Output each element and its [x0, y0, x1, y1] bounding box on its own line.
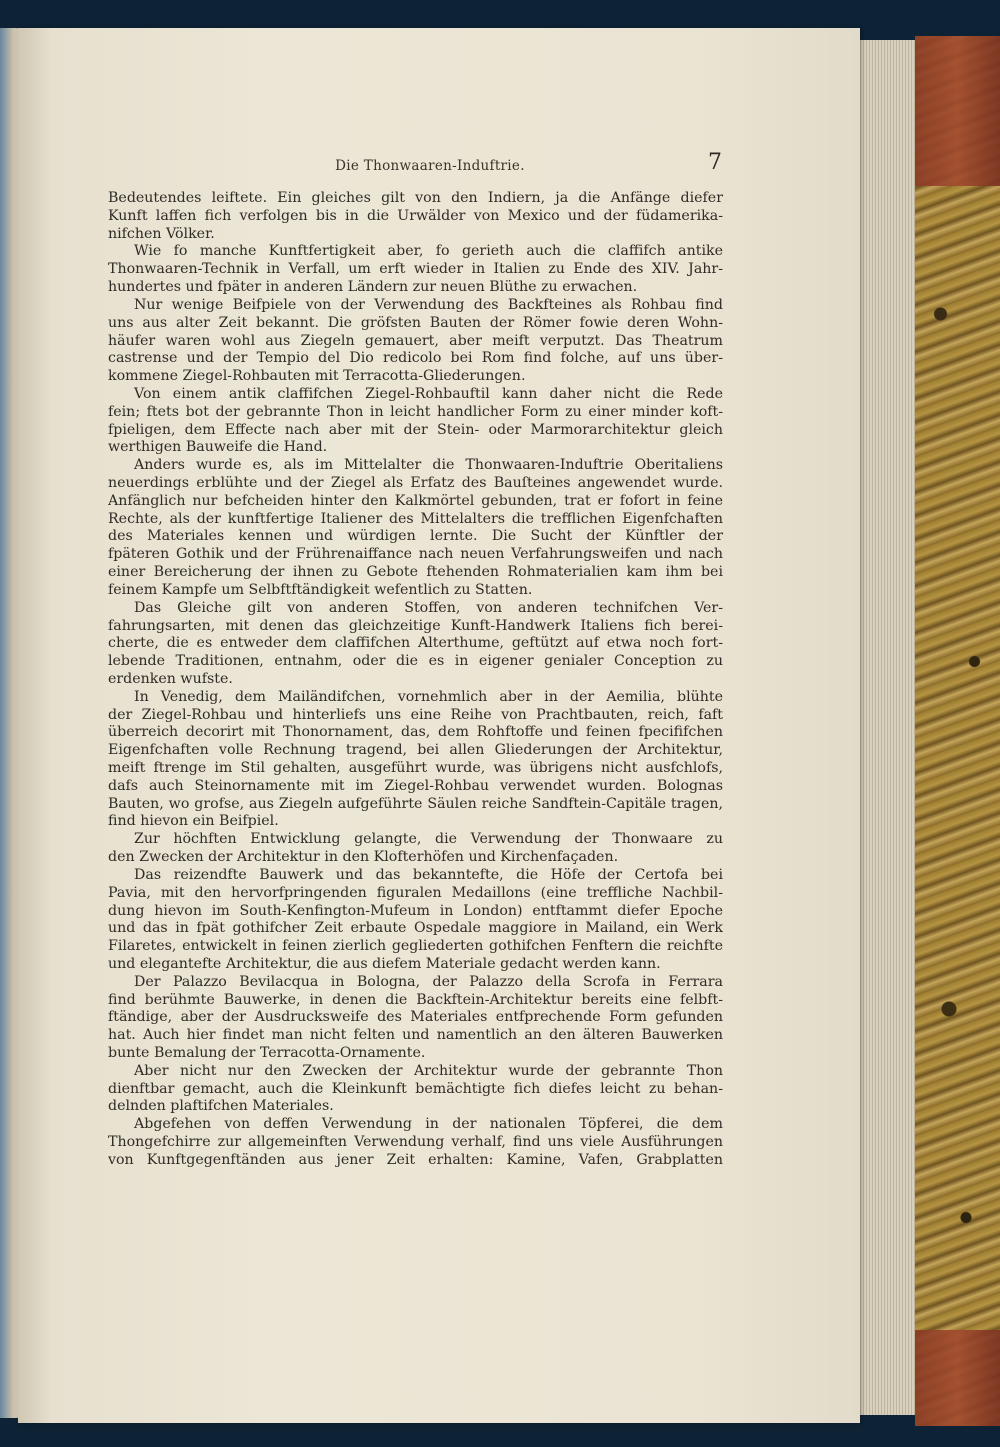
text-line: find berühmte Bauwerke, in denen die Backftein-Architektur bereits eine felbft-	[108, 991, 723, 1008]
text-line: häufer waren wohl aus Ziegeln gemauert, aber meift verputzt. Das Theatrum	[108, 332, 723, 349]
text-line: werthigen Bauweife die Hand.	[108, 439, 328, 456]
text-line: Zur höchften Entwicklung gelangte, die Verwendung der Thonwaare zu	[134, 831, 723, 848]
text-line: Eigenfchaften volle Rechnung tragend, bei allen Gliederungen der Architektur,	[108, 742, 723, 759]
text-line: find hievon ein Beifpiel.	[108, 813, 279, 830]
text-line: uns aus alter Zeit bekannt. Die gröfsten Bauten der Römer fowie deren Wohn-	[108, 314, 723, 331]
text-line: castrense und der Tempio del Dio redicolo bei Rom find folche, auf uns über-	[108, 350, 723, 367]
text-line: fpäteren Gothik und der Frührenaiffance nach neuen Verfahrungsweifen und nach	[108, 546, 723, 563]
text-line: delnden plaftifchen Materiales.	[108, 1098, 334, 1115]
marbled-cover	[915, 36, 1000, 1426]
text-line: Aber nicht nur den Zwecken der Architektur wurde der gebrannte Thon	[134, 1062, 723, 1079]
text-line: kommene Ziegel-Rohbauten mit Terracotta-Gliederungen.	[108, 368, 526, 385]
text-line: hundertes und fpäter in anderen Ländern zur neuen Blüthe zu erwachen.	[108, 279, 638, 296]
page-stack-edge	[858, 40, 918, 1415]
text-line: dienftbar gemacht, auch die Kleinkunft bemächtigte fich diefes leicht zu behan-	[108, 1080, 723, 1097]
text-line: des Materiales kennen und würdigen lernte. Die Sucht der Künftler der	[108, 528, 723, 545]
text-line: ftändige, aber der Ausdrucksweife des Materiales entfprechende Form gefunden	[108, 1009, 723, 1026]
text-line: lebende Traditionen, entnahm, oder die es in eigener genialer Conception zu	[108, 653, 723, 670]
text-line: Anders wurde es, als im Mittelalter die Thonwaaren-Induftrie Oberitaliens	[134, 457, 723, 474]
text-line: Das reizendfte Bauwerk und das bekanntefte, die Höfe der Certofa bei	[134, 866, 723, 883]
text-line: erdenken wufste.	[108, 670, 233, 687]
text-line: der Ziegel-Rohbau und hinterliefs uns eine Reihe von Prachtbauten, reich, faft	[108, 706, 723, 723]
text-line: fein; ftets bot der gebrannte Thon in leicht handlicher Form zu einer minder koft-	[108, 403, 723, 420]
text-line: Von einem antik claffifchen Ziegel-Rohbauftil kann daher nicht die Rede	[134, 385, 723, 402]
text-line: Thonwaaren-Technik in Verfall, um erft wieder in Italien zu Ende des XIV. Jahr-	[108, 261, 723, 278]
text-line: In Venedig, dem Mailändifchen, vornehmlich aber in der Aemilia, blühte	[134, 688, 723, 705]
text-line: überreich decorirt mit Thonornament, das, dem Rohftoffe und feinen fpecififchen	[108, 724, 723, 741]
text-line: von Kunftgegenftänden aus jener Zeit erhalten: Kamine, Vafen, Grabplatten	[108, 1151, 723, 1168]
text-line: nifchen Völker.	[108, 225, 215, 242]
text-line: Kunft laffen fich verfolgen bis in die Urwälder von Mexico und der füdamerika-	[108, 207, 723, 224]
text-line: Der Palazzo Bevilacqua in Bologna, der Palazzo della Scrofa in Ferrara	[134, 973, 723, 990]
text-line: meift ftrenge im Stil gehalten, ausgeführt wurde, was übrigens nicht ausfchlofs,	[108, 760, 723, 776]
text-line: einer Bereicherung der ihnen zu Gebote ftehenden Rohmaterialien kam ihm bei	[108, 564, 723, 581]
text-line: hat. Auch hier findet man nicht felten und namentlich an den älteren Bauwerken	[108, 1027, 723, 1044]
body-text	[108, 190, 723, 1170]
text-line: dung hievon im South-Kenfington-Mufeum in London) entftammt diefer Epoche	[108, 902, 723, 919]
text-line: Bedeutendes leiftete. Ein gleiches gilt von den Indiern, ja die Anfänge diefer	[108, 190, 723, 206]
text-line: fahrungsarten, mit denen das gleichzeitige Kunft-Handwerk Italiens fich berei-	[108, 617, 723, 634]
text-line: und elegantefte Architektur, die aus diefem Materiale gedacht werden kann.	[108, 955, 661, 972]
text-line: Wie fo manche Kunftfertigkeit aber, fo gerieth auch die claffifch antike	[134, 243, 723, 260]
text-line: bunte Bemalung der Terracotta-Ornamente.	[108, 1045, 426, 1061]
text-line: feinem Kampfe um Selbftftändigkeit wefentlich zu Statten.	[108, 581, 533, 598]
text-line: Abgefehen von deffen Verwendung in der nationalen Töpferei, die dem	[134, 1116, 723, 1133]
leather-corner-bottom	[915, 1330, 1000, 1426]
text-line: Bauten, wo grofse, aus Ziegeln aufgeführte Säulen reiche Sandftein-Capitäle tragen,	[108, 795, 723, 812]
text-line: Filaretes, entwickelt in feinen zierlich gegliederten gothifchen Fenftern die reichfte	[108, 938, 723, 955]
text-line: Rechte, als der kunftfertige Italiener des Mittelalters die trefflichen Eigenfchaften	[108, 510, 723, 527]
text-line: den Zwecken der Architektur in den Klofterhöfen und Kirchenfaçaden.	[108, 849, 619, 866]
text-line: dafs auch Steinornamente mit im Ziegel-Rohbau verwendet wurden. Bolognas	[108, 777, 723, 794]
text-line: cherte, die es entweder dem claffifchen Alterthume, geftützt auf etwa noch fort-	[108, 635, 723, 652]
text-line: fpieligen, dem Effecte nach aber mit der Stein- oder Marmorarchitektur gleich	[108, 421, 723, 438]
text-line: Pavia, mit den hervorfpringenden figuralen Medaillons (eine treffliche Nachbil-	[108, 884, 723, 901]
text-line: Das Gleiche gilt von anderen Stoffen, von anderen technifchen Ver-	[134, 599, 723, 616]
leather-corner-top	[915, 36, 1000, 186]
page-number: 7	[708, 150, 722, 175]
text-line: Anfänglich nur befcheiden hinter den Kalkmörtel gebunden, trat er fofort in feine	[108, 492, 723, 509]
text-line: Nur wenige Beifpiele von der Verwendung des Backfteines als Rohbau find	[134, 296, 723, 313]
text-line: Thongefchirre zur allgemeinften Verwendung verhalf, find uns viele Ausführungen	[108, 1134, 723, 1151]
text-line: neuerdings erblühte und der Ziegel als Erfatz des Bauſteines angewendet wurde.	[108, 475, 723, 491]
text-line: und das in fpät gothifcher Zeit erbaute Ospedale maggiore in Mailand, ein Werk	[108, 920, 723, 937]
running-header: Die Thonwaaren-Induftrie.	[335, 158, 525, 174]
